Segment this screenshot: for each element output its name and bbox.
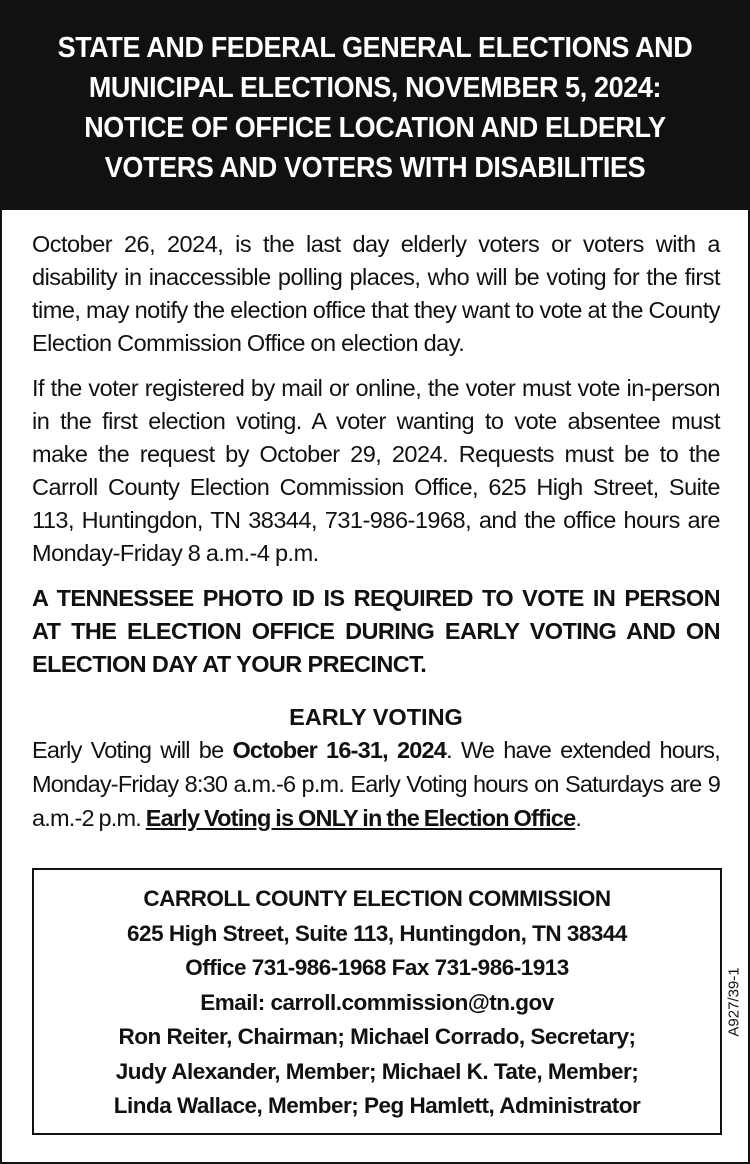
- commission-contact-box: [32, 868, 722, 1135]
- header-title-line: MUNICIPAL ELECTIONS, NOVEMBER 5, 2024:: [88, 72, 662, 104]
- early-voting-text: Early Voting will be: [32, 737, 233, 763]
- early-voting-text: . We have extended hours, Monday-Friday 8:30 a.m.-6 p.m. Early Voting hours on Saturdays are 9 a.m.-2 p.m.: [32, 737, 720, 831]
- photo-id-notice: A TENNESSEE PHOTO ID IS REQUIRED TO VOTE IN PERSON AT THE ELECTION OFFICE DURING EARLY VOTING AND ON ELECTION DAY AT YOUR PRECINCT.: [32, 585, 720, 677]
- early-voting-location-emphasis: Early Voting is ONLY in the Election Office: [145, 805, 576, 831]
- registration-paragraph: If the voter registered by mail or online, the voter must vote in-person in the first election voting. A voter wanting to vote absentee must make the request by October 29, 2024. Requests must be to the Carroll County Election Commission Office, 625 High Street, Suite 113, Huntingdon, TN 38344, 731-986-1968, and the office hours are Monday-Friday 8 a.m.-4 p.m.: [32, 375, 720, 566]
- commission-phone-fax: Office 731-986-1968 Fax 731-986-1913: [185, 955, 569, 980]
- header-title-line: STATE AND FEDERAL GENERAL ELECTIONS AND: [57, 32, 693, 64]
- early-voting-dates: October 16-31, 2024: [232, 737, 447, 763]
- commission-members: Linda Wallace, Member; Peg Hamlett, Administrator: [113, 1093, 641, 1118]
- commission-address: 625 High Street, Suite 113, Huntingdon, TN 38344: [127, 920, 627, 946]
- early-voting-text: .: [575, 805, 582, 831]
- early-voting-heading: EARLY VOTING: [289, 704, 463, 730]
- elderly-voters-paragraph: October 26, 2024, is the last day elderly voters or voters with a disability in inaccessible polling places, who will be voting for the first time, may notify the election office that they want to vote at the County Election Commission Office on election day.: [32, 231, 720, 356]
- commission-email: Email: carroll.commission@tn.gov: [200, 989, 554, 1015]
- header-title-line: NOTICE OF OFFICE LOCATION AND ELDERLY: [84, 112, 666, 144]
- notice-body: [2, 210, 748, 835]
- header-title-line: VOTERS AND VOTERS WITH DISABILITIES: [104, 152, 646, 184]
- early-voting-paragraph: [32, 733, 720, 835]
- ad-code-label: [724, 952, 744, 1052]
- commission-members: Judy Alexander, Member; Michael K. Tate, Member;: [115, 1058, 639, 1084]
- commission-name: CARROLL COUNTY ELECTION COMMISSION: [143, 886, 611, 911]
- commission-members: Ron Reiter, Chairman; Michael Corrado, Secretary;: [118, 1024, 636, 1049]
- notice-header: [2, 2, 748, 210]
- ad-code-text: A927/39-1: [725, 967, 743, 1037]
